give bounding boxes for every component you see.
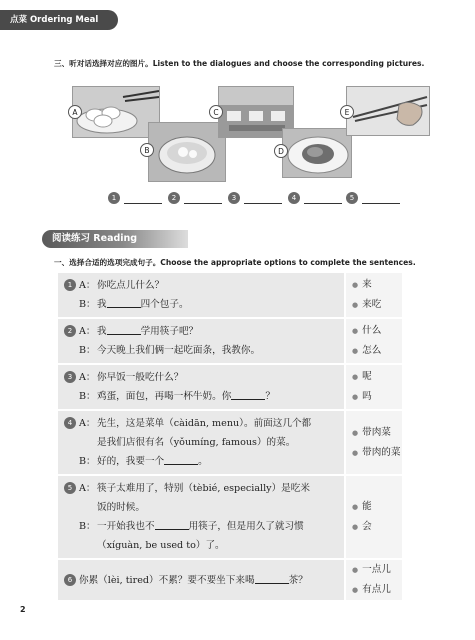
option-item[interactable]: ● 带肉的菜 (352, 446, 401, 458)
fill-blank[interactable] (107, 295, 141, 308)
answer-number: 2 (168, 192, 180, 204)
options-cell (344, 560, 402, 600)
option-item[interactable]: ● 有点儿 (352, 584, 391, 595)
answer-row (108, 192, 408, 208)
header-title: 点菜 Ordering Meal (0, 10, 118, 30)
speaker-label: A： (79, 483, 96, 494)
dialogue-line: （xíguàn, be used to）了。 (97, 540, 225, 551)
dialogue-line: 今天晚上我们俩一起吃面条，我教你。 (97, 345, 261, 356)
option-item[interactable]: ● 一点儿 (352, 564, 391, 575)
page-number: 2 (20, 605, 26, 614)
options-cell (344, 273, 402, 317)
options-cell (344, 319, 402, 363)
question-text (58, 273, 344, 317)
pic-label-a: A (68, 105, 82, 119)
question-text (58, 560, 344, 600)
question-text (58, 319, 344, 363)
speaker-label: A： (79, 280, 96, 291)
answer-blank[interactable] (184, 203, 222, 204)
option-item[interactable]: ● 呢 (352, 371, 372, 382)
dialogue-line: 用筷子，但是用久了就习惯 (188, 521, 304, 532)
dialogue-line: 茶？ (288, 574, 308, 586)
fill-blank[interactable] (155, 517, 189, 530)
option-item[interactable]: ● 带肉菜 (352, 426, 391, 438)
question-row (58, 319, 402, 365)
dialogue-line: 先生，这是菜单（càidān, menu）。前面这几个都 (97, 418, 312, 429)
fill-blank[interactable] (107, 322, 141, 335)
answer-number: 4 (288, 192, 300, 204)
fill-blank[interactable] (164, 452, 198, 465)
speaker-label: B： (79, 456, 96, 467)
option-item[interactable]: ● 什么 (352, 325, 382, 336)
options-cell (344, 476, 402, 558)
pic-label-c: C (209, 105, 223, 119)
section1-instruction: 一、选择合适的选项完成句子。Choose the appropriate options to complete the sentences. (54, 258, 416, 267)
reading-banner: 阅读练习 Reading (42, 230, 188, 248)
dialogue-line: 饭的时候。 (97, 502, 145, 513)
pic-label-d: D (274, 144, 288, 158)
dialogue-line: 。 (198, 456, 208, 467)
pic-label-b: B (140, 143, 154, 157)
option-item[interactable]: ● 来 (352, 279, 372, 290)
speaker-label: B： (79, 521, 96, 532)
section3-instruction: 三、听对话选择对应的图片。Listen to the dialogues and choose the corresponding pictures. (54, 59, 425, 68)
soup-bowl-photo (148, 122, 226, 182)
question-row (58, 560, 402, 602)
dialogue-line: 是我们店很有名（yǒumíng, famous）的菜。 (97, 437, 296, 448)
question-number: 4 (64, 417, 76, 429)
speaker-label: B： (79, 299, 96, 310)
dish-plate-photo (282, 128, 352, 178)
fill-blank[interactable] (255, 571, 289, 584)
dialogue-line: ？ (265, 391, 275, 402)
speaker-label: A： (79, 372, 96, 383)
question-row (58, 411, 402, 476)
question-text (58, 365, 344, 409)
exercise-table (58, 273, 402, 602)
pic-label-e: E (340, 105, 354, 119)
dialogue-line: 筷子太难用了，特别（tèbié, especially）是吃米 (97, 483, 310, 494)
dialogue-line: 你吃点儿什么？ (97, 280, 165, 291)
question-row (58, 273, 402, 319)
question-row (58, 365, 402, 411)
dialogue-line: 你早饭一般吃什么？ (97, 372, 184, 383)
question-text (58, 411, 344, 474)
dialogue-line: 我 (97, 299, 107, 310)
option-item[interactable]: ● 怎么 (352, 345, 382, 356)
dialogue-line: 鸡蛋，面包，再喝一杯牛奶。你 (97, 391, 232, 402)
dialogue-line: 一开始我也不 (97, 521, 155, 532)
question-row (58, 476, 402, 560)
dialogue-line: 好的，我要一个 (97, 456, 165, 467)
dialogue-line: 学用筷子吧？ (140, 326, 199, 337)
options-cell (344, 365, 402, 409)
answer-number: 3 (228, 192, 240, 204)
answer-blank[interactable] (124, 203, 162, 204)
answer-blank[interactable] (362, 203, 400, 204)
answer-number: 1 (108, 192, 120, 204)
option-item[interactable]: ● 能 (352, 501, 372, 512)
speaker-label: B： (79, 345, 96, 356)
answer-blank[interactable] (244, 203, 282, 204)
chopsticks-photo (346, 86, 430, 136)
question-number: 5 (64, 482, 76, 494)
options-cell (344, 411, 402, 474)
option-item[interactable]: ● 来吃 (352, 299, 382, 310)
question-number: 3 (64, 371, 76, 383)
speaker-label: B： (79, 391, 96, 402)
answer-number: 5 (346, 192, 358, 204)
answer-blank[interactable] (304, 203, 342, 204)
option-item[interactable]: ● 吗 (352, 391, 372, 402)
option-item[interactable]: ● 会 (352, 521, 372, 532)
dialogue-line: 我 (97, 326, 107, 337)
question-number: 1 (64, 279, 76, 291)
speaker-label: A： (79, 326, 96, 337)
question-number: 6 (64, 574, 76, 586)
fill-blank[interactable] (231, 387, 265, 400)
dialogue-line: 你累（lèi, tired）不累？要不要坐下来喝 (79, 574, 255, 586)
question-text (58, 476, 344, 558)
speaker-label: A： (79, 418, 96, 429)
question-number: 2 (64, 325, 76, 337)
steamed-buns-photo (72, 86, 160, 138)
dialogue-line: 四个包子。 (140, 299, 189, 310)
